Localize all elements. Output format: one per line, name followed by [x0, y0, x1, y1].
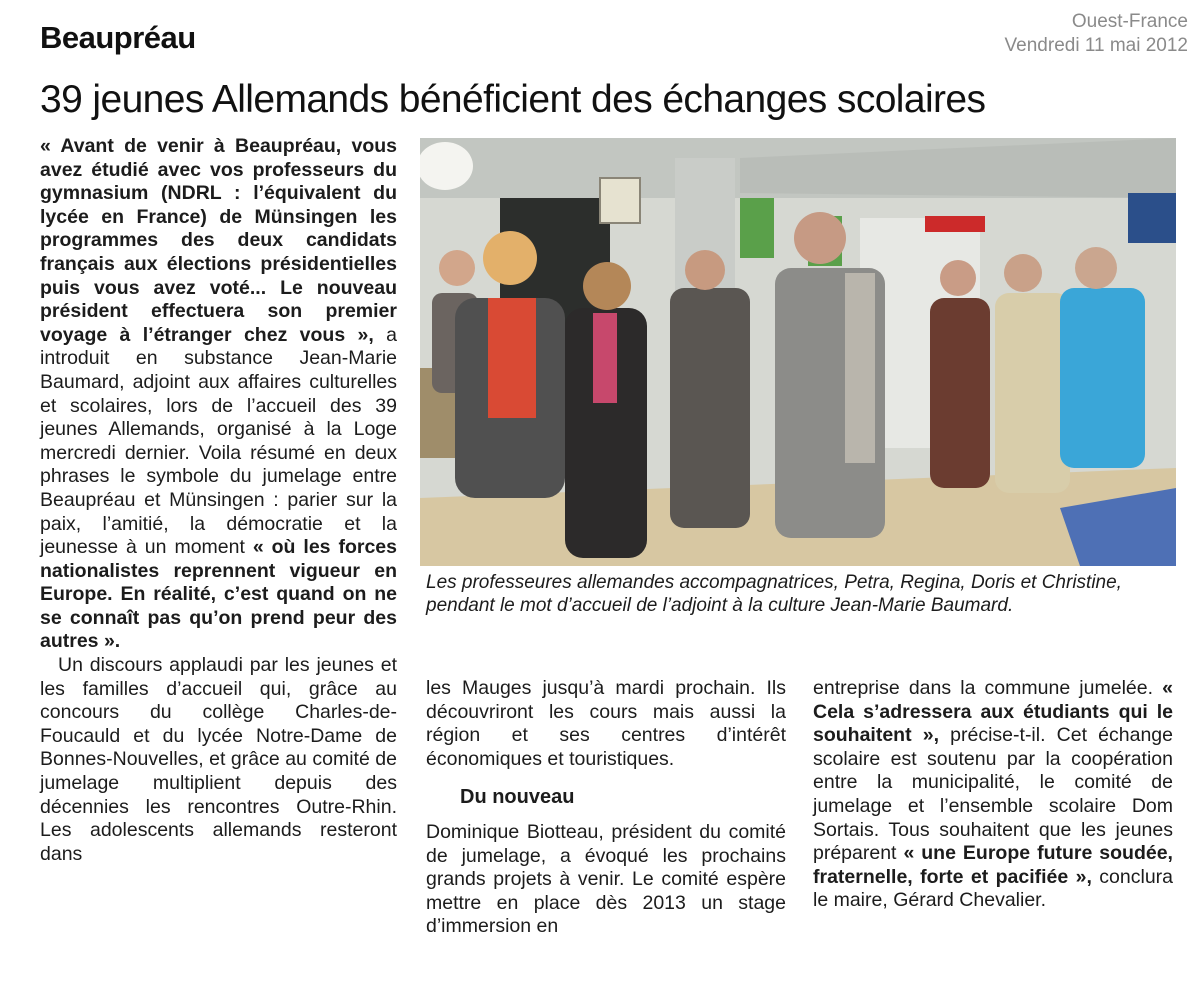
article-column-3 — [813, 677, 1173, 913]
quote-bold: « une Europe future soudée, fraternelle, forte et pacifiée », — [813, 842, 1173, 888]
group-photo-illustration — [420, 138, 1176, 566]
quote-bold: « où les forces nationalistes reprennent vigueur en Europe. En réalité, c’est quand on ne se connaît pas qu’on prend peur des autres ». — [40, 536, 398, 653]
paragraph: Un discours applaudi par les jeunes et les familles d’accueil qui, grâce au concours du collège Charles-de-Foucauld et du lycée Notre-Dame de Bonnes-Nouvelles, et grâce au comité de jumelage multiplient depuis des décennies les rencontres Outre-Rhin. Les adolescents allemands resteront dans — [40, 654, 397, 865]
photo-caption: Les professeures allemandes accompagnatrices, Petra, Regina, Doris et Christine, pendant le mot d’accueil de l’adjoint à la culture Jean-Marie Baumard. — [426, 572, 1122, 616]
paragraph-text: entreprise dans la commune jumelée. — [813, 677, 1163, 699]
paragraph: Dominique Biotteau, président du comité de jumelage, a évoqué les prochains grands projets à venir. Le comité espère mettre en place dès 2013 un stage d’immersion en — [426, 820, 786, 938]
paragraph: les Mauges jusqu’à mardi prochain. Ils découvriront les cours mais aussi la région et ses centres d’intérêt économiques et touristiques. — [426, 677, 786, 770]
paragraph — [813, 677, 1173, 913]
section-kicker: Beaupréau — [40, 20, 196, 55]
paragraph-text: a introduit en substance Jean-Marie Baumard, adjoint aux affaires culturelles et scolaires, lors de l’accueil des 39 jeunes Allemands, organisé à la Loge mercredi dernier. Voila résumé en deux phrases le symbole du jumelage entre Beaupréau et Münsingen : parier sur la paix, l’amitié, la démocratie et la jeunesse à un moment — [40, 323, 397, 559]
headline: 39 jeunes Allemands bénéficient des échanges scolaires — [40, 78, 986, 121]
article-photo — [420, 138, 1176, 566]
newspaper-name: Ouest-France — [1071, 11, 1188, 32]
publication-date: Vendredi 11 mai 2012 — [1004, 35, 1188, 56]
quote-bold: « Cela s’adressera aux étudiants qui le souhaitent », — [813, 677, 1173, 747]
subheading: Du nouveau — [460, 786, 575, 809]
masthead — [1005, 10, 1188, 58]
paragraph-text: précise-t-il. Cet échange scolaire est soutenu par la coopération entre la municipalité, le comité de jumelage et l’ensemble scolaire Dom Sortais. Tous souhaitent que les jeunes préparent — [813, 724, 1173, 865]
quote-bold: « Avant de venir à Beaupréau, vous avez étudié avec vos professeurs du gymnasium (NDRL : l’équivalent du lycée en France) de Münsingen les programmes des deux candidats français aux élections présidentielles puis vous avez voté... Le nouveau président effectuera son premier voyage à l’étranger chez vous », — [40, 135, 397, 346]
paragraph — [40, 135, 397, 654]
paragraph-text: conclura le maire, Gérard Chevalier. — [813, 865, 1174, 912]
article-column-2 — [426, 677, 786, 939]
article-column-1 — [40, 135, 397, 866]
